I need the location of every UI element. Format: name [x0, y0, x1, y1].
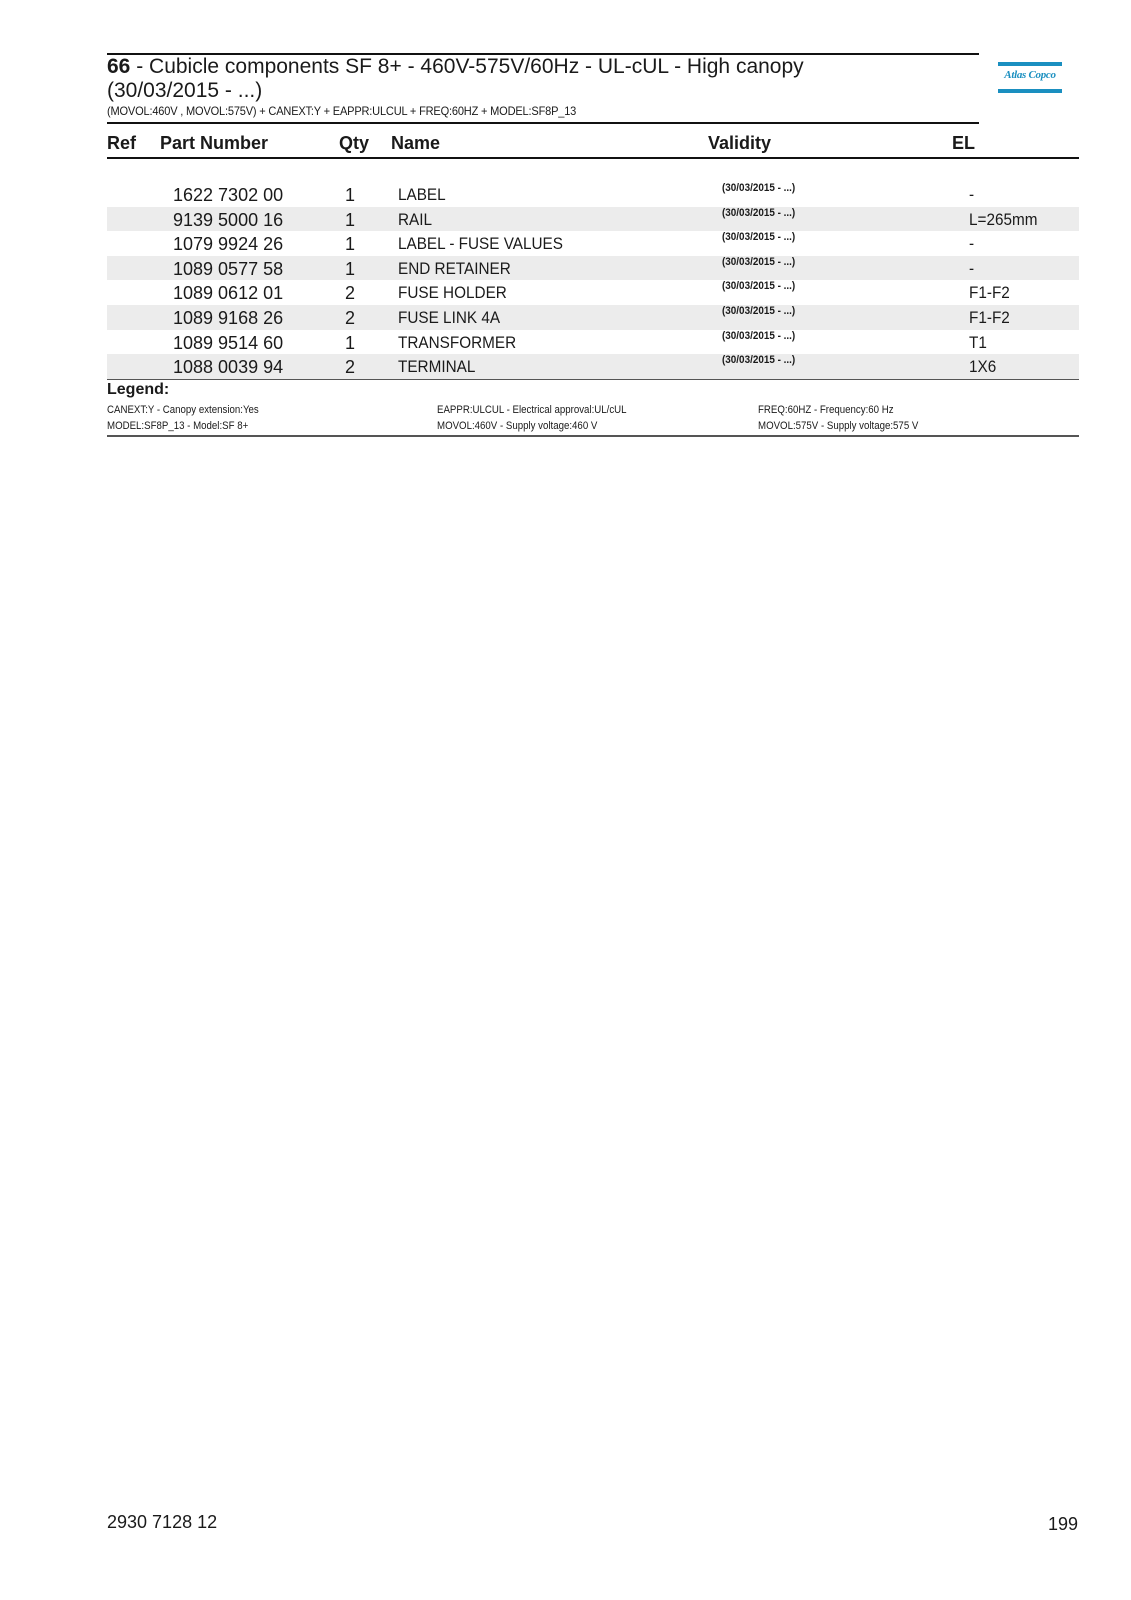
part-validity: (30/03/2015 - ...)	[722, 354, 796, 367]
part-el: 1X6	[969, 357, 997, 377]
part-validity: (30/03/2015 - ...)	[722, 255, 796, 268]
column-header-part-number: Part Number	[160, 133, 269, 153]
part-validity: (30/03/2015 - ...)	[722, 304, 796, 317]
legend-item: MOVOL:460V - Supply voltage:460 V	[437, 420, 598, 432]
legend-item: EAPPR:ULCUL - Electrical approval:UL/cUL	[437, 404, 627, 416]
table-bottom-rule	[107, 379, 1079, 380]
legend-item: MODEL:SF8P_13 - Model:SF 8+	[107, 420, 249, 432]
column-header-el: EL	[952, 133, 976, 153]
table-row	[107, 280, 1079, 305]
part-validity: (30/03/2015 - ...)	[722, 206, 796, 219]
table-row	[107, 354, 1079, 379]
quantity: 2	[345, 307, 356, 328]
part-number: 1089 0612 01	[173, 283, 284, 304]
part-validity: (30/03/2015 - ...)	[722, 182, 796, 194]
part-number: 1089 0577 58	[173, 258, 284, 279]
quantity: 1	[345, 185, 356, 205]
part-name: LABEL	[398, 185, 446, 204]
page-number: 199	[1048, 1514, 1079, 1534]
column-header-validity: Validity	[708, 133, 772, 153]
table-row	[107, 305, 1079, 330]
quantity: 1	[345, 332, 356, 353]
section-title: - Cubicle components SF 8+ - 460V-575V/60Hz - UL-cUL - High canopy	[136, 55, 804, 78]
quantity: 1	[345, 209, 356, 230]
part-number: 1088 0039 94	[173, 357, 284, 378]
part-validity: (30/03/2015 - ...)	[722, 280, 796, 293]
part-number: 1089 9514 60	[173, 332, 284, 353]
logo-bottom-band	[998, 89, 1062, 93]
part-el: -	[969, 234, 975, 254]
table-row	[107, 207, 1079, 232]
column-header-qty: Qty	[339, 133, 370, 153]
part-validity: (30/03/2015 - ...)	[722, 329, 796, 342]
header-bottom-rule	[107, 122, 979, 124]
section-number: 66	[107, 55, 131, 78]
part-name: END RETAINER	[398, 258, 511, 278]
table-row	[107, 182, 1079, 207]
quantity: 1	[345, 234, 356, 255]
logo-top-band	[998, 62, 1062, 66]
legend-title: Legend:	[107, 381, 170, 398]
part-name: RAIL	[398, 209, 433, 229]
part-name: FUSE LINK 4A	[398, 307, 501, 327]
part-number: 9139 5000 16	[173, 209, 284, 230]
part-number: 1089 9168 26	[173, 307, 284, 328]
atlas-copco-logo	[998, 62, 1062, 94]
part-number: 1079 9924 26	[173, 234, 284, 255]
part-el: L=265mm	[969, 209, 1038, 229]
parts-table-body	[107, 182, 1079, 379]
quantity: 1	[345, 258, 356, 279]
legend-bottom-rule	[107, 435, 1079, 437]
part-name: TERMINAL	[398, 357, 476, 377]
section-conditions: (MOVOL:460V , MOVOL:575V) + CANEXT:Y + EAPPR:ULCUL + FREQ:60HZ + MODEL:SF8P_13	[107, 104, 577, 118]
document-number: 2930 7128 12	[107, 1512, 218, 1532]
part-number: 1622 7302 00	[173, 185, 284, 205]
part-el: -	[969, 185, 975, 204]
quantity: 2	[345, 357, 356, 378]
legend-item: CANEXT:Y - Canopy extension:Yes	[107, 404, 259, 416]
table-row	[107, 330, 1079, 355]
part-el: T1	[969, 332, 987, 352]
part-name: FUSE HOLDER	[398, 283, 507, 303]
part-name: TRANSFORMER	[398, 332, 517, 352]
table-row	[107, 231, 1079, 256]
logo-text: Atlas Copco	[1004, 69, 1056, 81]
part-el: F1-F2	[969, 283, 1010, 303]
part-name: LABEL - FUSE VALUES	[398, 234, 563, 254]
column-header-ref: Ref	[107, 133, 137, 153]
part-validity: (30/03/2015 - ...)	[722, 231, 796, 244]
section-validity: (30/03/2015 - ...)	[107, 79, 263, 102]
parts-table-header	[107, 131, 1079, 159]
table-row	[107, 256, 1079, 281]
part-el: -	[969, 258, 975, 278]
legend-item: MOVOL:575V - Supply voltage:575 V	[758, 420, 919, 432]
quantity: 2	[345, 283, 356, 304]
part-el: F1-F2	[969, 307, 1010, 327]
column-header-name: Name	[391, 133, 441, 153]
page-title	[107, 55, 967, 79]
legend-item: FREQ:60HZ - Frequency:60 Hz	[758, 404, 894, 416]
